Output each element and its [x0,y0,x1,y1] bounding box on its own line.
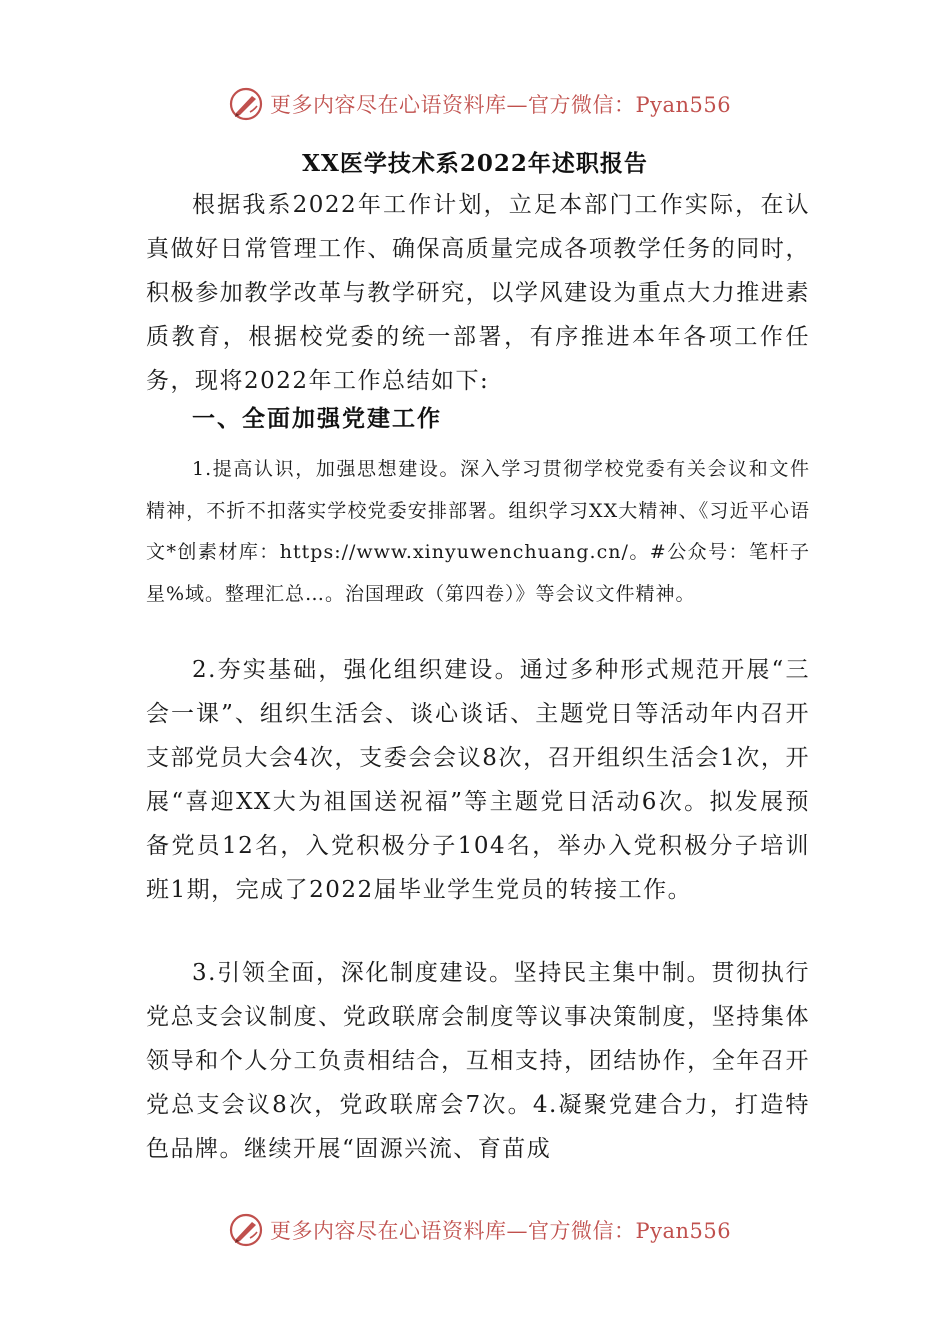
watermark-header [228,84,731,124]
pen-circle-logo-icon [228,1212,264,1248]
intro-paragraph: 根据我系2022年工作计划，立足本部门工作实际，在认真做好日常管理工作、确保高质量完成各项教学任务的同时，积极参加教学改革与教学研究，以学风建设为重点大力推进素质教育，根据校党委的统一部署，有序推进本年各项工作任务，现将2022年工作总结如下: [146,192,810,394]
watermark-footer [228,1210,731,1250]
pen-circle-logo-icon [228,86,264,122]
watermark-text: 更多内容尽在心语资料库—官方微信：Pyan556 [270,1219,732,1243]
document-title: XX医学技术系2022年述职报告 [302,150,648,177]
watermark-text: 更多内容尽在心语资料库—官方微信：Pyan556 [270,93,732,117]
section-heading: 一、全面加强党建工作 [192,406,442,432]
item-2-paragraph: 2.夯实基础，强化组织建设。通过多种形式规范开展“三会一课”、组织生活会、谈心谈话、主题党日等活动年内召开支部党员大会4次，支委会会议8次，召开组织生活会1次，开展“喜迎XX大为祖国送祝福”等主题党日活动6次。拟发展预备党员12名，入党积极分子104名，举办入党积极分子培训班1期，完成了2022届毕业学生党员的转接工作。 [146,657,810,903]
item-1-paragraph: 1.提高认识，加强思想建设。深入学习贯彻学校党委有关会议和文件精神，不折不扣落实学校党委安排部署。组织学习XX大精神、《习近平心语文*创素材库：https://www.xinyuwenchuang.cn/。#公众号：笔杆子星%域。整理汇总…。治国理政（第四卷）》等会议文件精神。 [146,458,810,605]
item-3-paragraph: 3.引领全面，深化制度建设。坚持民主集中制。贯彻执行党总支会议制度、党政联席会制度等议事决策制度，坚持集体领导和个人分工负责相结合，互相支持，团结协作，全年召开党总支会议8次，党政联席会7次。4.凝聚党建合力，打造特色品牌。继续开展“固源兴流、育苗成 [146,960,810,1162]
